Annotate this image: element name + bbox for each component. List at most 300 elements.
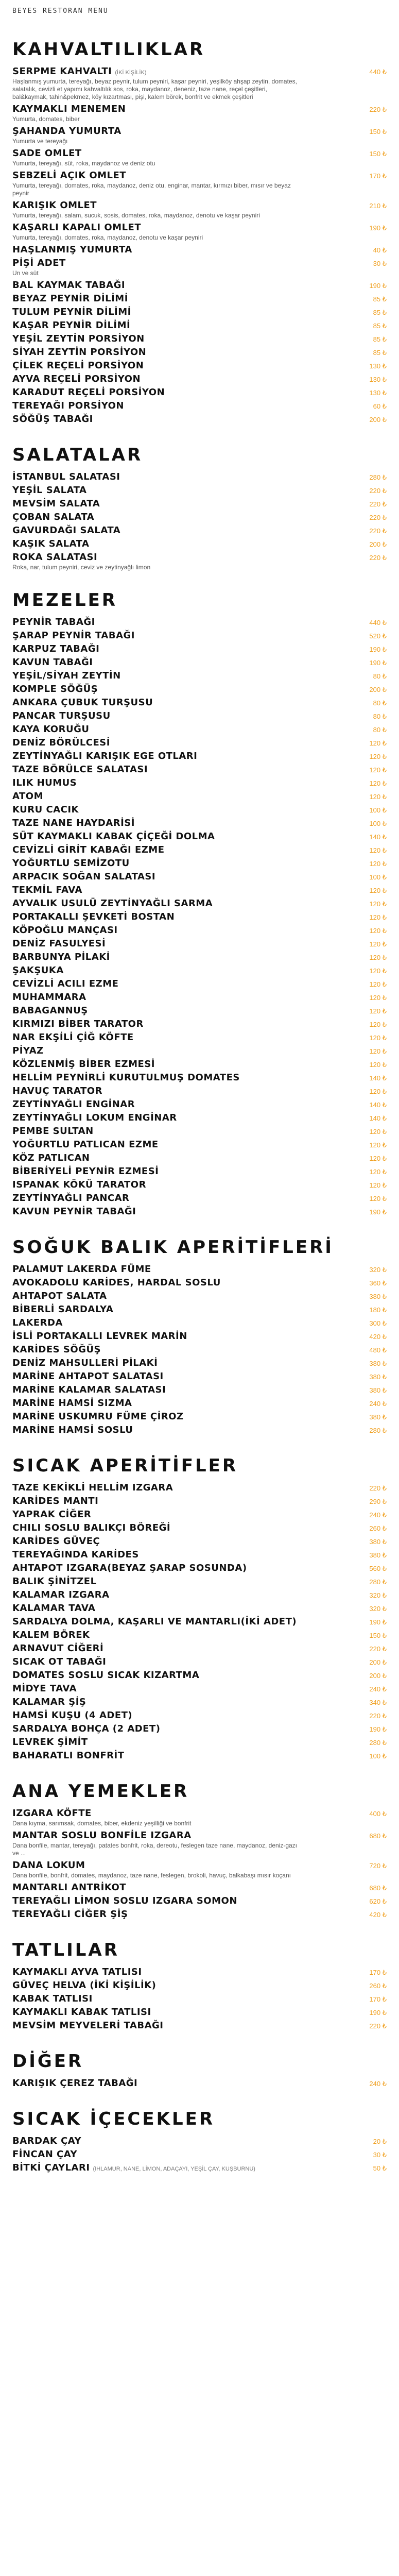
- menu-item[interactable]: [12, 977, 387, 991]
- menu-item-left: [12, 1112, 177, 1123]
- menu-item[interactable]: [12, 683, 387, 696]
- menu-item-name: NAR EKŞİLİ ÇİĞ KÖFTE: [12, 1032, 134, 1043]
- menu-item[interactable]: [12, 1709, 387, 1722]
- menu-item-price: 140 ₺: [369, 1114, 387, 1122]
- menu-item[interactable]: [12, 830, 387, 843]
- menu-item[interactable]: [12, 803, 387, 817]
- menu-item-price: 220 ₺: [369, 106, 387, 113]
- menu-item-price: 85 ₺: [373, 335, 387, 343]
- menu-item-name: KOMPLE SÖĞÜŞ: [12, 684, 98, 694]
- menu-item-price: 190 ₺: [369, 282, 387, 290]
- menu-item-left: [12, 818, 135, 828]
- menu-item[interactable]: [12, 169, 387, 182]
- menu-item-left: [12, 617, 95, 628]
- menu-item[interactable]: [12, 870, 387, 884]
- menu-item-price: 200 ₺: [369, 1658, 387, 1666]
- menu-item-price: 120 ₺: [369, 766, 387, 774]
- menu-item[interactable]: [12, 1044, 387, 1058]
- menu-item-price: 190 ₺: [369, 659, 387, 667]
- menu-item[interactable]: [12, 511, 387, 524]
- menu-item[interactable]: [12, 924, 387, 937]
- menu-item[interactable]: [12, 1370, 387, 1383]
- menu-item[interactable]: [12, 1642, 387, 1655]
- menu-item-left: [12, 1059, 155, 1070]
- menu-item[interactable]: [12, 292, 387, 306]
- section-title: SALATALAR: [12, 445, 143, 465]
- menu-item-name: MANTARLI ANTRİKOT: [12, 1882, 127, 1893]
- menu-item[interactable]: [12, 1508, 387, 1521]
- menu-item-name: AHTAPOT IZGARA(BEYAZ ŞARAP SOSUNDA): [12, 1563, 247, 1573]
- menu-item-left: [12, 1072, 240, 1083]
- menu-item[interactable]: [12, 1521, 387, 1535]
- menu-item[interactable]: [12, 319, 387, 332]
- menu-item-left: [12, 1603, 95, 1614]
- menu-item[interactable]: [12, 736, 387, 750]
- menu-item-left: [12, 2149, 77, 2160]
- menu-item-left: [12, 1371, 164, 1382]
- menu-item-left: [12, 552, 97, 563]
- menu-item-name: SEBZELİ AÇIK OMLET: [12, 170, 127, 181]
- menu-item-name: MEVSİM MEYVELERİ TABAĞI: [12, 2020, 164, 2031]
- menu-item-price: 190 ₺: [369, 2009, 387, 2016]
- menu-item[interactable]: [12, 723, 387, 736]
- menu-item-description: Dana bonfile, mantar, tereyağı, patates bonfrit, roka, dereotu, feslegen taze nane, maydanoz, deniz-gazı ve ...: [12, 1842, 298, 1857]
- menu-item[interactable]: [12, 1749, 387, 1762]
- menu-item-left: [12, 498, 100, 509]
- menu-item-description: Yumurta, tereyağı, süt, roka, maydanoz ve deniz otu: [12, 160, 155, 167]
- menu-item[interactable]: [12, 103, 387, 116]
- menu-item[interactable]: [12, 1682, 387, 1696]
- menu-item-price: 120 ₺: [369, 1195, 387, 1202]
- menu-item-left: [12, 1616, 297, 1627]
- menu-item-left: [12, 485, 86, 496]
- menu-item-name: SÖĞÜŞ TABAĞI: [12, 414, 93, 425]
- section-title: SOĞUK BALIK APERİTİFLERİ: [12, 1237, 334, 1258]
- menu-item[interactable]: [12, 817, 387, 830]
- menu-item[interactable]: [12, 1669, 387, 1682]
- menu-item-price: 85 ₺: [373, 309, 387, 316]
- menu-item-price: 120 ₺: [369, 1181, 387, 1189]
- menu-item-price: 50 ₺: [373, 2164, 387, 2172]
- menu-item[interactable]: [12, 2006, 387, 2019]
- menu-item-name: ATOM: [12, 791, 44, 802]
- menu-item[interactable]: [12, 843, 387, 857]
- menu-item[interactable]: [12, 1098, 387, 1111]
- menu-item-left: [12, 1019, 144, 1029]
- menu-item[interactable]: [12, 1004, 387, 1018]
- menu-item-price: 120 ₺: [369, 846, 387, 854]
- menu-item-left: [12, 978, 118, 989]
- menu-item-name: KAYMAKLI MENEMEN: [12, 104, 126, 114]
- menu-item-price: 120 ₺: [369, 860, 387, 868]
- menu-item-name: LEVREK ŞİMİT: [12, 1737, 88, 1748]
- menu-item-price: 190 ₺: [369, 646, 387, 653]
- menu-item-name: ÇOBAN SALATA: [12, 512, 95, 522]
- menu-item-left: [12, 1291, 107, 1301]
- menu-item[interactable]: [12, 937, 387, 951]
- section-title: SICAK İÇECEKLER: [12, 2109, 215, 2129]
- menu-item[interactable]: [12, 1330, 387, 1343]
- menu-item[interactable]: [12, 1276, 387, 1290]
- menu-item[interactable]: [12, 1859, 387, 1872]
- section-title: DİĞER: [12, 2051, 84, 2072]
- menu-item[interactable]: [12, 1316, 387, 1330]
- menu-item[interactable]: [12, 629, 387, 642]
- menu-item-left: [12, 764, 148, 775]
- menu-item[interactable]: [12, 991, 387, 1004]
- menu-item-price: 240 ₺: [369, 1511, 387, 1519]
- menu-item[interactable]: [12, 306, 387, 319]
- menu-item-left: [12, 1264, 151, 1275]
- menu-item-left: [12, 804, 79, 815]
- menu-item-left: [12, 1710, 132, 1721]
- menu-item[interactable]: [12, 2148, 387, 2161]
- menu-item[interactable]: [12, 1602, 387, 1615]
- menu-item[interactable]: [12, 1397, 387, 1410]
- menu-item[interactable]: [12, 1979, 387, 1992]
- menu-item-name: HAMSİ KUŞU (4 ADET): [12, 1710, 133, 1721]
- menu-item[interactable]: [12, 709, 387, 723]
- menu-item[interactable]: [12, 763, 387, 776]
- menu-item-left: [12, 737, 110, 748]
- menu-item-description: Yumurta, domates, biber: [12, 115, 80, 123]
- menu-item[interactable]: [12, 1290, 387, 1303]
- menu-item-description: Roka, nar, tulum peyniri, ceviz ve zeytinyağlı limon: [12, 564, 151, 571]
- menu-item[interactable]: [12, 616, 387, 629]
- menu-item[interactable]: [12, 2161, 387, 2175]
- menu-item-left: [12, 1331, 187, 1342]
- menu-item-price: 360 ₺: [369, 1279, 387, 1287]
- menu-item-name: KALAMAR TAVA: [12, 1603, 96, 1614]
- menu-item[interactable]: [12, 642, 387, 656]
- menu-item[interactable]: [12, 413, 387, 426]
- menu-item[interactable]: [12, 1263, 387, 1276]
- menu-item[interactable]: [12, 897, 387, 910]
- menu-item[interactable]: [12, 484, 387, 497]
- menu-item-left: [12, 1576, 97, 1587]
- menu-item-name: KALEM BÖREK: [12, 1630, 90, 1640]
- menu-item-name: HELLİM PEYNİRLİ KURUTULMUŞ DOMATES: [12, 1072, 240, 1083]
- menu-item-price: 140 ₺: [369, 1074, 387, 1082]
- menu-item[interactable]: [12, 1548, 387, 1562]
- menu-item-price: 120 ₺: [369, 1141, 387, 1149]
- menu-item[interactable]: [12, 399, 387, 413]
- menu-item-name: TEREYAĞLI LİMON SOSLU IZGARA SOMON: [12, 1895, 237, 1906]
- menu-item-price: 220 ₺: [369, 1484, 387, 1492]
- menu-item-left: [12, 871, 155, 882]
- menu-item-left: [12, 360, 144, 371]
- menu-item-left: [12, 1482, 173, 1493]
- menu-item-name: PEMBE SULTAN: [12, 1126, 94, 1137]
- menu-item-left: [12, 1656, 106, 1667]
- menu-item[interactable]: [12, 221, 387, 234]
- menu-item-left: [12, 1536, 100, 1547]
- menu-item[interactable]: [12, 199, 387, 212]
- menu-item[interactable]: [12, 2134, 387, 2148]
- menu-item-price: 120 ₺: [369, 793, 387, 801]
- menu-item-name: ZEYTİNYAĞLI LOKUM ENGİNAR: [12, 1112, 177, 1123]
- menu-item[interactable]: [12, 1178, 387, 1192]
- menu-item-note: (IHLAMUR, NANE, LİMON, ADAÇAYI, YEŞİL ÇAY, KUŞBURNU): [93, 2166, 255, 2172]
- menu-item-price: 220 ₺: [369, 554, 387, 562]
- menu-item[interactable]: [12, 346, 387, 359]
- menu-item[interactable]: [12, 1481, 387, 1495]
- menu-item[interactable]: [12, 1018, 387, 1031]
- menu-item-price: 130 ₺: [369, 362, 387, 370]
- menu-item[interactable]: [12, 147, 387, 160]
- menu-item[interactable]: [12, 1071, 387, 1084]
- menu-item-price: 120 ₺: [369, 954, 387, 961]
- menu-item-price: 140 ₺: [369, 1101, 387, 1109]
- menu-item-name: TAZE KEKİKLİ HELLİM IZGARA: [12, 1482, 174, 1493]
- menu-item-name: KAŞIK SALATA: [12, 538, 90, 549]
- menu-item[interactable]: [12, 1992, 387, 2006]
- menu-item-name: ROKA SALATASI: [12, 552, 98, 563]
- menu-item[interactable]: [12, 125, 387, 138]
- menu-item[interactable]: [12, 2019, 387, 2032]
- menu-item-name: İSLİ PORTAKALLI LEVREK MARİN: [12, 1331, 187, 1342]
- menu-item-left: [12, 280, 125, 291]
- menu-item-left: [12, 538, 89, 549]
- menu-item-price: 380 ₺: [369, 1551, 387, 1559]
- menu-item-left: [12, 1860, 85, 1871]
- menu-item-name: BARDAK ÇAY: [12, 2136, 82, 2146]
- menu-item-description: Yumurta ve tereyağı: [12, 138, 68, 145]
- menu-item-price: 240 ₺: [369, 1685, 387, 1693]
- menu-item-left: [12, 126, 122, 137]
- menu-item-left: [12, 1563, 247, 1573]
- menu-item[interactable]: [12, 551, 387, 564]
- menu-item-price: 220 ₺: [369, 2022, 387, 2030]
- menu-item-left: [12, 791, 43, 802]
- menu-item[interactable]: [12, 964, 387, 977]
- menu-item[interactable]: [12, 1807, 387, 1820]
- menu-item[interactable]: [12, 1383, 387, 1397]
- menu-item-price: 120 ₺: [369, 753, 387, 760]
- menu-item-name: SICAK OT TABAĞI: [12, 1656, 107, 1667]
- menu-item-name: KAŞAR PEYNİR DİLİMİ: [12, 320, 131, 331]
- menu-item-price: 560 ₺: [369, 1565, 387, 1572]
- menu-item-left: [12, 400, 124, 411]
- menu-item[interactable]: [12, 1084, 387, 1098]
- menu-item[interactable]: [12, 1535, 387, 1548]
- menu-item-left: [12, 1126, 94, 1137]
- menu-item[interactable]: [12, 1343, 387, 1357]
- menu-item-left: [12, 1384, 166, 1395]
- menu-item-left: [12, 1882, 126, 1893]
- menu-item-left: [12, 104, 126, 114]
- menu-item[interactable]: [12, 279, 387, 292]
- menu-item[interactable]: [12, 65, 387, 78]
- menu-item-left: [12, 1737, 88, 1748]
- menu-item-name: SADE OMLET: [12, 148, 82, 159]
- menu-item[interactable]: [12, 790, 387, 803]
- menu-item-price: 380 ₺: [369, 1293, 387, 1300]
- menu-item-left: [12, 1830, 192, 1841]
- menu-section: [0, 2109, 399, 2175]
- menu-item-price: 150 ₺: [369, 150, 387, 158]
- menu-item-left: [12, 1179, 146, 1190]
- menu-item[interactable]: [12, 386, 387, 399]
- menu-item-left: [12, 1317, 63, 1328]
- menu-item[interactable]: [12, 1615, 387, 1629]
- menu-item[interactable]: [12, 1138, 387, 1151]
- menu-item-description: Yumurta, tereyağı, domates, roka, maydanoz, denotu ve kaşar peyniri: [12, 234, 203, 241]
- menu-item-name: DOMATES SOSLU SICAK KIZARTMA: [12, 1670, 200, 1681]
- menu-item[interactable]: [12, 1151, 387, 1165]
- menu-item-left: [12, 1153, 90, 1163]
- menu-item-name: KÖZ PATLICAN: [12, 1153, 90, 1163]
- menu-item[interactable]: [12, 1303, 387, 1316]
- menu-item[interactable]: [12, 776, 387, 790]
- menu-item[interactable]: [12, 1588, 387, 1602]
- menu-item[interactable]: [12, 1205, 387, 1218]
- menu-item-left: [12, 320, 130, 331]
- menu-item-price: 120 ₺: [369, 1088, 387, 1095]
- menu-item-name: TULUM PEYNİR DİLİMİ: [12, 307, 131, 317]
- menu-item-name: TEREYAĞLI CİĞER ŞİŞ: [12, 1909, 128, 1920]
- menu-item[interactable]: [12, 910, 387, 924]
- menu-item[interactable]: [12, 1192, 387, 1205]
- menu-item-price: 220 ₺: [369, 527, 387, 535]
- menu-item-name: CHILI SOSLU BALIKÇI BÖREĞİ: [12, 1522, 171, 1533]
- menu-item-name: SÜT KAYMAKLI KABAK ÇİÇEĞİ DOLMA: [12, 831, 215, 842]
- menu-item[interactable]: [12, 1165, 387, 1178]
- menu-item-name: ŞARAP PEYNİR TABAĞI: [12, 630, 135, 641]
- menu-item[interactable]: [12, 537, 387, 551]
- menu-item-left: [12, 1032, 134, 1043]
- menu-item[interactable]: [12, 524, 387, 537]
- menu-item-left: [12, 1670, 199, 1681]
- menu-item-price: 320 ₺: [369, 1266, 387, 1274]
- menu-item[interactable]: [12, 1410, 387, 1423]
- menu-item-price: 340 ₺: [369, 1699, 387, 1706]
- menu-item-price: 220 ₺: [369, 514, 387, 521]
- menu-item[interactable]: [12, 1357, 387, 1370]
- menu-item-price: 60 ₺: [373, 402, 387, 410]
- menu-item-price: 420 ₺: [369, 1911, 387, 1919]
- menu-item-name: KÖZLENMİŞ BİBER EZMESİ: [12, 1059, 155, 1070]
- menu-item-left: [12, 885, 82, 895]
- menu-item-left: [12, 1630, 90, 1640]
- menu-item[interactable]: [12, 1629, 387, 1642]
- menu-header: BEYES RESTORAN MENU: [12, 7, 109, 15]
- menu-item[interactable]: [12, 696, 387, 709]
- menu-item-left: [12, 374, 141, 384]
- menu-item[interactable]: [12, 1111, 387, 1125]
- menu-item[interactable]: [12, 656, 387, 669]
- menu-item[interactable]: [12, 1125, 387, 1138]
- menu-item[interactable]: [12, 359, 387, 372]
- menu-item-left: [12, 525, 120, 536]
- menu-item-price: 120 ₺: [369, 913, 387, 921]
- menu-item-price: 120 ₺: [369, 1155, 387, 1162]
- menu-item[interactable]: [12, 1575, 387, 1588]
- menu-item-left: [12, 1750, 124, 1761]
- menu-item-name: TEREYAĞI PORSİYON: [12, 400, 124, 411]
- menu-item-name: DENİZ BÖRÜLCESİ: [12, 737, 110, 748]
- menu-item[interactable]: [12, 257, 387, 270]
- menu-item-price: 20 ₺: [373, 2138, 387, 2145]
- menu-item[interactable]: [12, 332, 387, 346]
- menu-item-price: 260 ₺: [369, 1982, 387, 1990]
- menu-item[interactable]: [12, 1058, 387, 1071]
- menu-item-price: 200 ₺: [369, 1672, 387, 1680]
- menu-item[interactable]: [12, 1562, 387, 1575]
- menu-item[interactable]: [12, 1722, 387, 1736]
- menu-item-left: [12, 1277, 221, 1288]
- menu-item-left: [12, 1304, 113, 1315]
- menu-item[interactable]: [12, 1495, 387, 1508]
- menu-item[interactable]: [12, 1423, 387, 1437]
- menu-item-price: 210 ₺: [369, 202, 387, 210]
- menu-item-price: 380 ₺: [369, 1386, 387, 1394]
- menu-item-name: PALAMUT LAKERDA FÜME: [12, 1264, 151, 1275]
- menu-item-name: KARIŞIK ÇEREZ TABAĞI: [12, 2078, 138, 2089]
- menu-item-name: ARPACIK SOĞAN SALATASI: [12, 871, 156, 882]
- menu-item-left: [12, 831, 215, 842]
- menu-item[interactable]: [12, 1894, 387, 1908]
- menu-item[interactable]: [12, 1736, 387, 1749]
- menu-item-price: 400 ₺: [369, 1810, 387, 1818]
- menu-item[interactable]: [12, 951, 387, 964]
- menu-item-price: 85 ₺: [373, 322, 387, 330]
- menu-item-left: [12, 1993, 93, 2004]
- menu-item[interactable]: [12, 1696, 387, 1709]
- menu-item-price: 150 ₺: [369, 128, 387, 135]
- menu-item-name: IZGARA KÖFTE: [12, 1808, 92, 1819]
- menu-item-price: 120 ₺: [369, 980, 387, 988]
- menu-item-price: 120 ₺: [369, 739, 387, 747]
- menu-item-left: [12, 258, 66, 268]
- menu-item[interactable]: [12, 669, 387, 683]
- menu-item-left: [12, 925, 118, 936]
- menu-item-name: BARBUNYA PİLAKİ: [12, 952, 110, 962]
- menu-item-name: SARDALYA BOHÇA (2 ADET): [12, 1723, 161, 1734]
- menu-item-left: [12, 1549, 139, 1560]
- menu-item[interactable]: [12, 1655, 387, 1669]
- menu-item-left: [12, 1967, 142, 1977]
- menu-item-left: [12, 1166, 159, 1177]
- menu-item[interactable]: [12, 372, 387, 386]
- menu-item-price: 85 ₺: [373, 349, 387, 357]
- menu-item-price: 190 ₺: [369, 1208, 387, 1216]
- menu-item-name: KAYMAKLI KABAK TATLISI: [12, 2007, 151, 2018]
- menu-item[interactable]: [12, 1881, 387, 1894]
- menu-item-price: 520 ₺: [369, 632, 387, 640]
- menu-item[interactable]: [12, 1908, 387, 1921]
- menu-item[interactable]: [12, 750, 387, 763]
- menu-item[interactable]: [12, 497, 387, 511]
- menu-item-price: 240 ₺: [369, 2080, 387, 2088]
- menu-item[interactable]: [12, 1031, 387, 1044]
- menu-item-price: 320 ₺: [369, 1591, 387, 1599]
- menu-item[interactable]: [12, 884, 387, 897]
- menu-item-price: 130 ₺: [369, 376, 387, 383]
- menu-item-name: MARİNE HAMSİ SIZMA: [12, 1398, 132, 1409]
- menu-item[interactable]: [12, 1829, 387, 1842]
- menu-item[interactable]: [12, 2077, 387, 2090]
- menu-item[interactable]: [12, 243, 387, 257]
- menu-item[interactable]: [12, 1965, 387, 1979]
- menu-item-left: [12, 2007, 151, 2018]
- menu-item-description: Yumurta, tereyağı, domates, roka, maydanoz, deniz otu, enginar, mantar, kırmızı biber, mısır ve beyaz peynir: [12, 182, 291, 197]
- menu-item[interactable]: [12, 470, 387, 484]
- menu-item-name: KALAMAR ŞİŞ: [12, 1697, 86, 1707]
- menu-item-left: [12, 670, 121, 681]
- menu-item-name: YEŞİL SALATA: [12, 485, 87, 496]
- menu-item[interactable]: [12, 857, 387, 870]
